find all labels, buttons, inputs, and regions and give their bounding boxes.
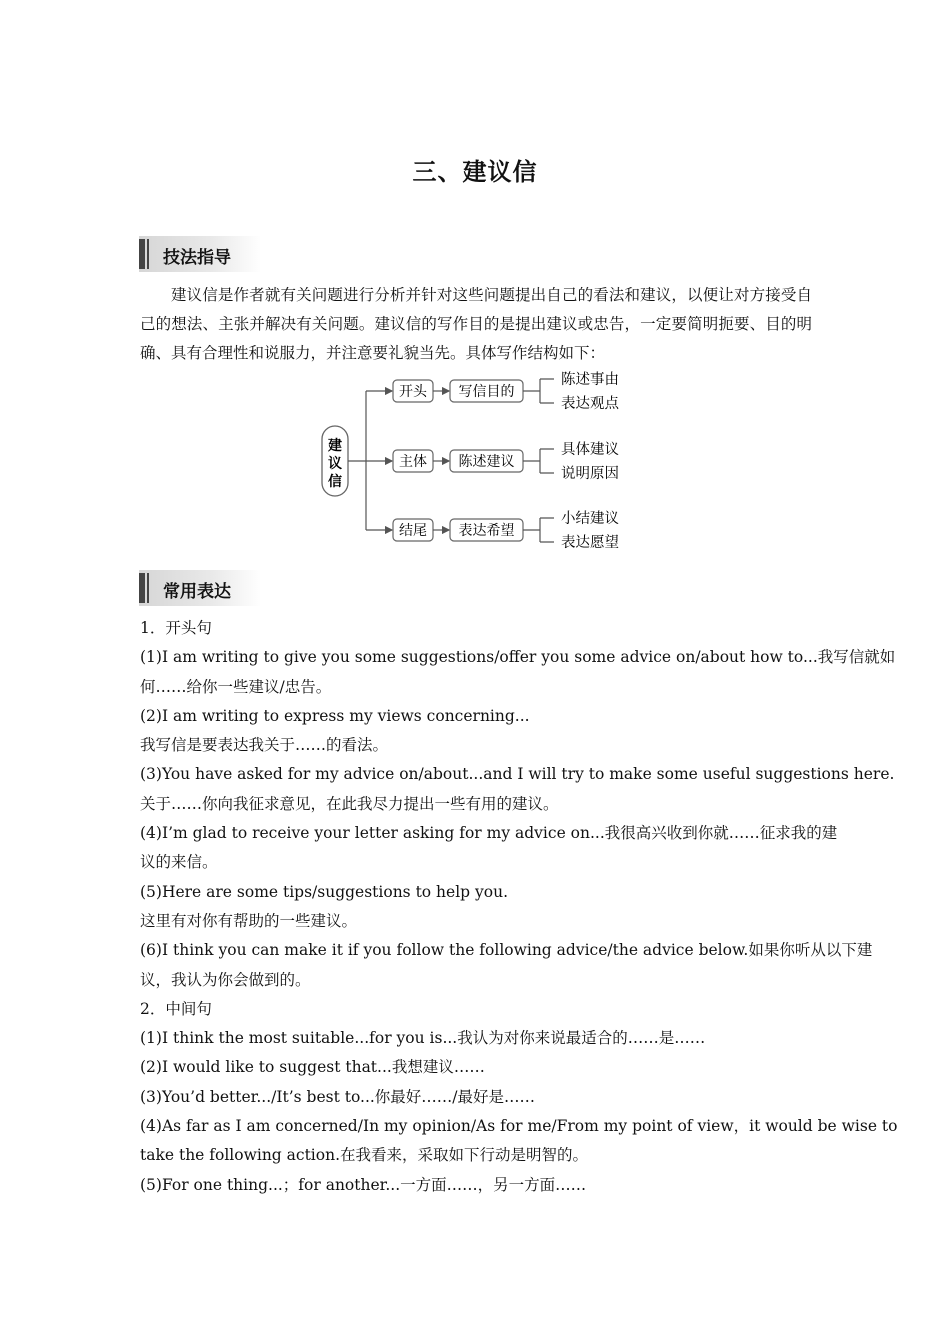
intro-paragraph: 建议信是作者就有关问题进行分析并针对这些问题提出自己的看法和建议，以便让对方接受自己的想法、主张并解决有关问题。建议信的写作目的是提出建议或忠告，一定要简明扼要、目的明确、具有合理性和说服力，并注意要礼貌当先。具体写作结构如下：: [140, 286, 812, 362]
section-header-expressions: [139, 570, 261, 606]
diagram-part-label: 结尾: [399, 523, 427, 539]
expressions-list: [140, 614, 898, 1200]
diagram-purpose-label: 写信目的: [458, 384, 515, 400]
text-line: (5)For one thing...；for another...一方面……，另一方面……: [140, 1175, 587, 1194]
diagram-item-label: 陈述事由: [561, 372, 619, 388]
text-line: 议，我认为你会做到的。: [140, 970, 311, 989]
diagram-purpose-label: 表达希望: [458, 523, 515, 539]
text-line: 这里有对你有帮助的一些建议。: [140, 911, 358, 930]
text-line: (1)I think the most suitable...for you is...我认为对你来说最适合的……是……: [140, 1029, 706, 1048]
section-header-technique: [139, 236, 261, 272]
header-bar-decoration-thin: [147, 573, 149, 603]
diagram-bracket: [523, 518, 554, 542]
text-line: (4)I’m glad to receive your letter asking for my advice on...我很高兴收到你就……征求我的建: [140, 824, 838, 843]
diagram-part-label: 开头: [399, 384, 427, 400]
text-line: 何……给你一些建议/忠告。: [140, 677, 332, 696]
text-line: (2)I am writing to express my views concerning...: [140, 706, 530, 725]
diagram-purpose-label: 陈述建议: [458, 454, 515, 470]
text-line: 议的来信。: [140, 853, 218, 872]
diagram-root-char: 议: [328, 456, 342, 472]
page-title: 三、建议信: [412, 158, 538, 186]
header-bar-decoration: [139, 239, 145, 269]
text-line: 1．开头句: [140, 619, 212, 637]
text-line: (3)You have asked for my advice on/about...and I will try to make some useful suggestions here.: [140, 765, 895, 784]
text-line: (4)As far as I am concerned/In my opinion/As for me/From my point of view，it would be wise to: [140, 1117, 898, 1136]
diagram-item-label: 具体建议: [561, 442, 619, 458]
section-header-label: 技法指导: [163, 248, 231, 268]
diagram-bracket: [523, 449, 554, 473]
diagram-root-char: 建: [328, 438, 342, 454]
text-line: (2)I would like to suggest that...我想建议……: [140, 1058, 485, 1077]
structure-diagram: [318, 366, 638, 556]
header-bar-decoration: [139, 573, 145, 603]
text-line: (5)Here are some tips/suggestions to help you.: [140, 882, 509, 901]
header-bar-decoration-thin: [147, 239, 149, 269]
diagram-bracket: [523, 379, 554, 403]
text-line: (6)I think you can make it if you follow the following advice/the advice below.如果你听从以下建: [140, 941, 873, 960]
diagram-item-label: 小结建议: [561, 511, 619, 527]
text-line: 2．中间句: [140, 999, 212, 1018]
section-header-label: 常用表达: [163, 582, 231, 602]
diagram-item-label: 表达愿望: [561, 535, 619, 551]
text-line: take the following action.在我看来，采取如下行动是明智的。: [140, 1146, 588, 1165]
text-line: 我写信是要表达我关于……的看法。: [140, 736, 389, 755]
diagram-item-label: 说明原因: [561, 466, 619, 482]
diagram-item-label: 表达观点: [561, 396, 619, 412]
text-line: (1)I am writing to give you some suggestions/offer you some advice on/about how to...我写信就如: [140, 648, 896, 667]
text-line: 关于……你向我征求意见，在此我尽力提出一些有用的建议。: [140, 794, 559, 813]
diagram-part-label: 主体: [399, 454, 427, 470]
text-line: (3)You’d better.../It’s best to...你最好……/最好是……: [140, 1087, 536, 1106]
diagram-root-char: 信: [328, 474, 342, 490]
